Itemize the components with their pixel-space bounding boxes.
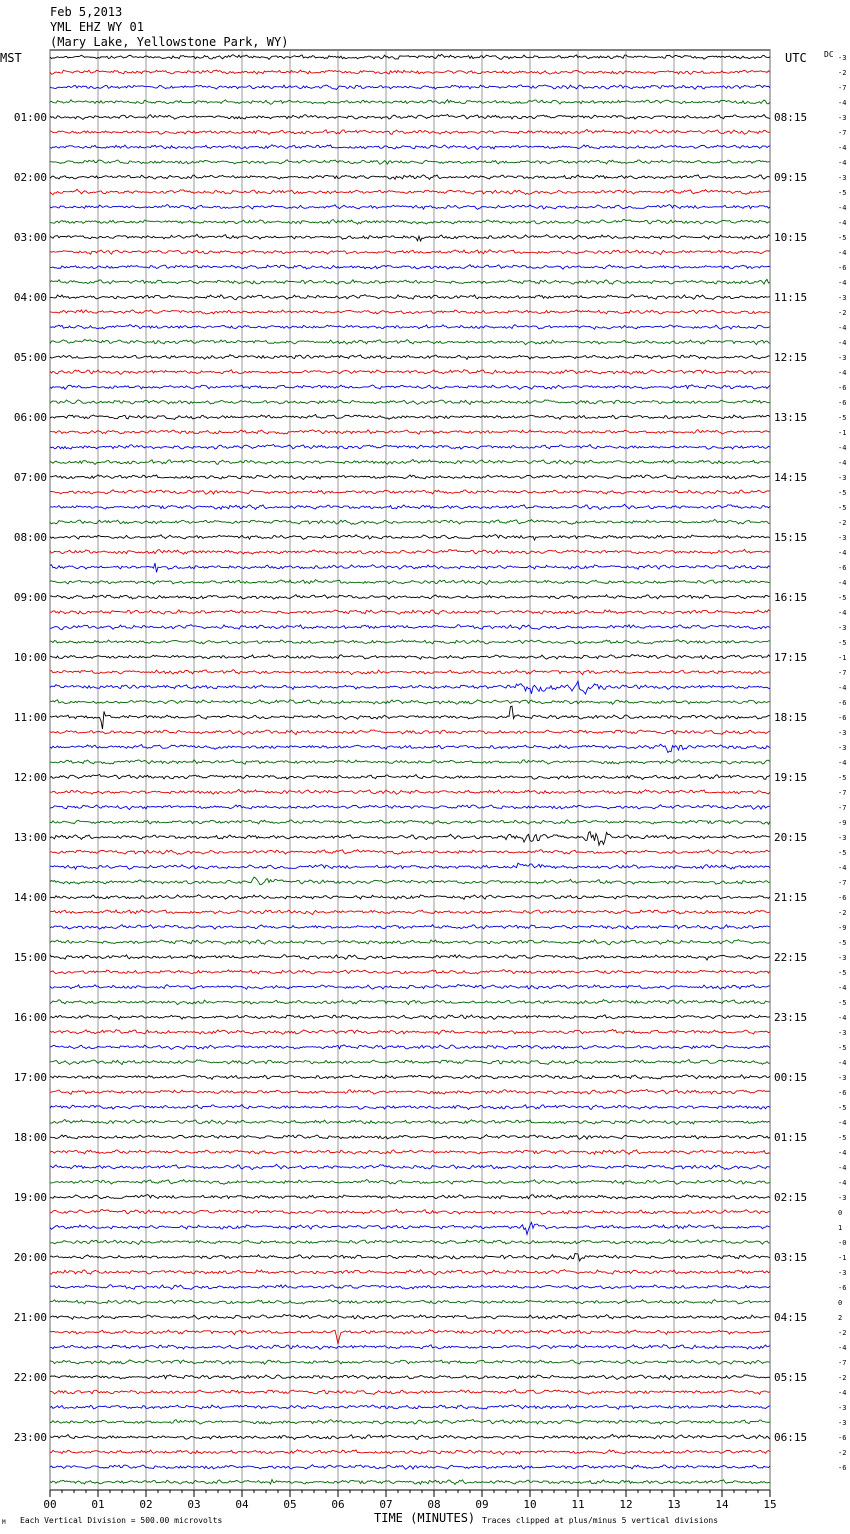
x-tick-label: 04 bbox=[235, 1498, 249, 1511]
right-hour-label: 17:15 bbox=[774, 651, 808, 664]
dc-offset-label: -6 bbox=[838, 1089, 847, 1097]
dc-offset-label: -7 bbox=[838, 804, 847, 812]
dc-offset-label: -4 bbox=[838, 159, 847, 167]
right-hour-label: 18:15 bbox=[774, 711, 808, 724]
right-hour-label: 01:15 bbox=[774, 1131, 808, 1144]
dc-offset-label: -4 bbox=[838, 219, 847, 227]
dc-offset-label: 2 bbox=[838, 1314, 843, 1322]
left-hour-label: 16:00 bbox=[13, 1011, 47, 1024]
dc-offset-label: -3 bbox=[838, 834, 847, 842]
dc-offset-label: -3 bbox=[838, 474, 847, 482]
right-hour-label: 10:15 bbox=[774, 231, 808, 244]
left-hour-label: 18:00 bbox=[13, 1131, 47, 1144]
dc-offset-label: -3 bbox=[838, 1194, 847, 1202]
dc-offset-label: -3 bbox=[838, 1029, 847, 1037]
dc-offset-label: -6 bbox=[838, 1434, 847, 1442]
dc-offset-label: -4 bbox=[838, 144, 847, 152]
left-hour-label: 05:00 bbox=[13, 351, 47, 364]
dc-offset-label: -2 bbox=[838, 1374, 847, 1382]
x-axis-title: TIME (MINUTES) bbox=[374, 1511, 476, 1525]
dc-offset-label: -4 bbox=[838, 1389, 847, 1397]
right-timezone-label: UTC bbox=[785, 51, 807, 65]
x-tick-label: 10 bbox=[523, 1498, 537, 1511]
right-hour-label: 08:15 bbox=[774, 111, 808, 124]
left-hour-label: 20:00 bbox=[13, 1251, 47, 1264]
x-tick-label: 00 bbox=[43, 1498, 57, 1511]
dc-offset-label: -5 bbox=[838, 999, 847, 1007]
left-hour-label: 03:00 bbox=[13, 231, 47, 244]
dc-offset-label: -4 bbox=[838, 1014, 847, 1022]
dc-offset-label: -2 bbox=[838, 1329, 847, 1337]
header-date: Feb 5,2013 bbox=[50, 5, 123, 19]
x-tick-label: 07 bbox=[379, 1498, 393, 1511]
left-hour-label: 13:00 bbox=[13, 831, 47, 844]
left-hour-label: 14:00 bbox=[13, 891, 47, 904]
x-tick-label: 12 bbox=[619, 1498, 633, 1511]
dc-offset-label: -4 bbox=[838, 984, 847, 992]
dc-offset-label: -7 bbox=[838, 1359, 847, 1367]
left-hour-label: 08:00 bbox=[13, 531, 47, 544]
x-tick-label: 08 bbox=[427, 1498, 441, 1511]
dc-offset-label: -1 bbox=[838, 429, 847, 437]
dc-offset-label: -7 bbox=[838, 129, 847, 137]
dc-offset-label: -3 bbox=[838, 729, 847, 737]
dc-offset-label: -9 bbox=[838, 924, 847, 932]
left-hour-label: 04:00 bbox=[13, 291, 47, 304]
dc-offset-label: -6 bbox=[838, 399, 847, 407]
dc-offset-label: -3 bbox=[838, 1269, 847, 1277]
dc-offset-label: -6 bbox=[838, 1464, 847, 1472]
right-hour-label: 23:15 bbox=[774, 1011, 808, 1024]
left-hour-label: 11:00 bbox=[13, 711, 47, 724]
left-hour-label: 23:00 bbox=[13, 1431, 47, 1444]
dc-offset-label: -5 bbox=[838, 849, 847, 857]
dc-offset-label: -4 bbox=[838, 444, 847, 452]
scale-note: Each Vertical Division = 500.00 microvolts bbox=[20, 1516, 223, 1525]
dc-offset-label: -2 bbox=[838, 1449, 847, 1457]
dc-offset-label: -3 bbox=[838, 114, 847, 122]
dc-offset-label: -5 bbox=[838, 939, 847, 947]
dc-offset-label: -3 bbox=[838, 624, 847, 632]
x-tick-label: 13 bbox=[667, 1498, 681, 1511]
header-station: YML EHZ WY 01 bbox=[50, 20, 144, 34]
dc-offset-label: -5 bbox=[838, 414, 847, 422]
x-tick-label: 06 bbox=[331, 1498, 345, 1511]
dc-offset-label: -3 bbox=[838, 294, 847, 302]
right-hour-label: 15:15 bbox=[774, 531, 808, 544]
dc-offset-label: -4 bbox=[838, 864, 847, 872]
dc-offset-label: -5 bbox=[838, 1104, 847, 1112]
dc-offset-label: -3 bbox=[838, 954, 847, 962]
left-hour-label: 07:00 bbox=[13, 471, 47, 484]
x-tick-label: 11 bbox=[571, 1498, 585, 1511]
right-hour-label: 21:15 bbox=[774, 891, 808, 904]
dc-offset-label: -4 bbox=[838, 684, 847, 692]
dc-offset-label: -6 bbox=[838, 264, 847, 272]
header-location: (Mary Lake, Yellowstone Park, WY) bbox=[50, 35, 289, 49]
dc-offset-label: -0 bbox=[838, 1239, 847, 1247]
dc-offset-label: -3 bbox=[838, 174, 847, 182]
x-tick-label: 09 bbox=[475, 1498, 489, 1511]
left-hour-label: 06:00 bbox=[13, 411, 47, 424]
dc-label: DC bbox=[824, 50, 834, 59]
x-tick-label: 05 bbox=[283, 1498, 297, 1511]
x-tick-label: 03 bbox=[187, 1498, 201, 1511]
dc-offset-label: -6 bbox=[838, 699, 847, 707]
dc-offset-label: -4 bbox=[838, 1179, 847, 1187]
dc-offset-label: -4 bbox=[838, 1119, 847, 1127]
dc-offset-label: -5 bbox=[838, 1044, 847, 1052]
right-hour-label: 13:15 bbox=[774, 411, 808, 424]
dc-offset-label: -3 bbox=[838, 1074, 847, 1082]
dc-offset-label: -2 bbox=[838, 309, 847, 317]
dc-offset-label: -6 bbox=[838, 714, 847, 722]
x-tick-label: 14 bbox=[715, 1498, 729, 1511]
dc-offset-label: -5 bbox=[838, 594, 847, 602]
dc-offset-label: -3 bbox=[838, 744, 847, 752]
left-hour-label: 22:00 bbox=[13, 1371, 47, 1384]
dc-offset-label: -5 bbox=[838, 639, 847, 647]
left-timezone-label: MST bbox=[0, 51, 22, 65]
clip-note: Traces clipped at plus/minus 5 vertical divisions bbox=[482, 1516, 719, 1525]
right-hour-label: 09:15 bbox=[774, 171, 808, 184]
right-hour-label: 00:15 bbox=[774, 1071, 808, 1084]
dc-offset-label: -5 bbox=[838, 189, 847, 197]
dc-offset-label: 0 bbox=[838, 1209, 843, 1217]
left-hour-label: 02:00 bbox=[13, 171, 47, 184]
dc-offset-label: -3 bbox=[838, 1404, 847, 1412]
dc-offset-label: -4 bbox=[838, 1344, 847, 1352]
right-hour-label: 04:15 bbox=[774, 1311, 808, 1324]
dc-offset-label: -9 bbox=[838, 819, 847, 827]
dc-offset-label: -4 bbox=[838, 1059, 847, 1067]
dc-offset-label: -5 bbox=[838, 1134, 847, 1142]
right-hour-label: 22:15 bbox=[774, 951, 808, 964]
left-hour-label: 12:00 bbox=[13, 771, 47, 784]
dc-offset-label: -4 bbox=[838, 369, 847, 377]
left-hour-label: 17:00 bbox=[13, 1071, 47, 1084]
right-hour-label: 05:15 bbox=[774, 1371, 808, 1384]
dc-offset-label: -5 bbox=[838, 489, 847, 497]
dc-offset-label: -4 bbox=[838, 204, 847, 212]
dc-offset-label: -1 bbox=[838, 654, 847, 662]
right-hour-label: 06:15 bbox=[774, 1431, 808, 1444]
dc-offset-label: -4 bbox=[838, 339, 847, 347]
x-tick-label: 15 bbox=[763, 1498, 777, 1511]
right-hour-label: 14:15 bbox=[774, 471, 808, 484]
right-hour-label: 02:15 bbox=[774, 1191, 808, 1204]
right-hour-label: 12:15 bbox=[774, 351, 808, 364]
dc-offset-label: -4 bbox=[838, 759, 847, 767]
dc-offset-label: -3 bbox=[838, 354, 847, 362]
dc-offset-label: -7 bbox=[838, 669, 847, 677]
dc-offset-label: -6 bbox=[838, 564, 847, 572]
dc-offset-label: -1 bbox=[838, 1254, 847, 1262]
dc-offset-label: -4 bbox=[838, 279, 847, 287]
left-hour-label: 15:00 bbox=[13, 951, 47, 964]
right-hour-label: 20:15 bbox=[774, 831, 808, 844]
left-hour-label: 09:00 bbox=[13, 591, 47, 604]
dc-offset-label: -3 bbox=[838, 1419, 847, 1427]
right-hour-label: 03:15 bbox=[774, 1251, 808, 1264]
dc-offset-label: -6 bbox=[838, 894, 847, 902]
dc-offset-label: -5 bbox=[838, 504, 847, 512]
dc-offset-label: -2 bbox=[838, 69, 847, 77]
dc-offset-label: 1 bbox=[838, 1224, 843, 1232]
dc-offset-label: -4 bbox=[838, 249, 847, 257]
left-hour-label: 01:00 bbox=[13, 111, 47, 124]
dc-offset-label: -7 bbox=[838, 879, 847, 887]
dc-offset-label: -4 bbox=[838, 459, 847, 467]
dc-offset-label: -2 bbox=[838, 909, 847, 917]
right-hour-label: 11:15 bbox=[774, 291, 808, 304]
left-hour-label: 21:00 bbox=[13, 1311, 47, 1324]
dc-offset-label: -4 bbox=[838, 324, 847, 332]
dc-offset-label: -5 bbox=[838, 774, 847, 782]
dc-offset-label: -3 bbox=[838, 54, 847, 62]
dc-offset-label: -5 bbox=[838, 969, 847, 977]
left-hour-label: 19:00 bbox=[13, 1191, 47, 1204]
dc-offset-label: -4 bbox=[838, 99, 847, 107]
dc-offset-label: -6 bbox=[838, 1284, 847, 1292]
dc-offset-label: 0 bbox=[838, 1299, 843, 1307]
dc-offset-label: -4 bbox=[838, 579, 847, 587]
right-hour-label: 16:15 bbox=[774, 591, 808, 604]
corner-mark: M bbox=[2, 1519, 6, 1526]
dc-offset-label: -6 bbox=[838, 384, 847, 392]
dc-offset-label: -4 bbox=[838, 1164, 847, 1172]
dc-offset-label: -4 bbox=[838, 609, 847, 617]
dc-offset-label: -7 bbox=[838, 789, 847, 797]
dc-offset-label: -4 bbox=[838, 549, 847, 557]
right-hour-label: 19:15 bbox=[774, 771, 808, 784]
dc-offset-label: -7 bbox=[838, 84, 847, 92]
dc-offset-label: -5 bbox=[838, 234, 847, 242]
dc-offset-label: -2 bbox=[838, 519, 847, 527]
left-hour-label: 10:00 bbox=[13, 651, 47, 664]
x-tick-label: 02 bbox=[139, 1498, 153, 1511]
dc-offset-label: -4 bbox=[838, 1149, 847, 1157]
x-tick-label: 01 bbox=[91, 1498, 105, 1511]
dc-offset-label: -3 bbox=[838, 534, 847, 542]
